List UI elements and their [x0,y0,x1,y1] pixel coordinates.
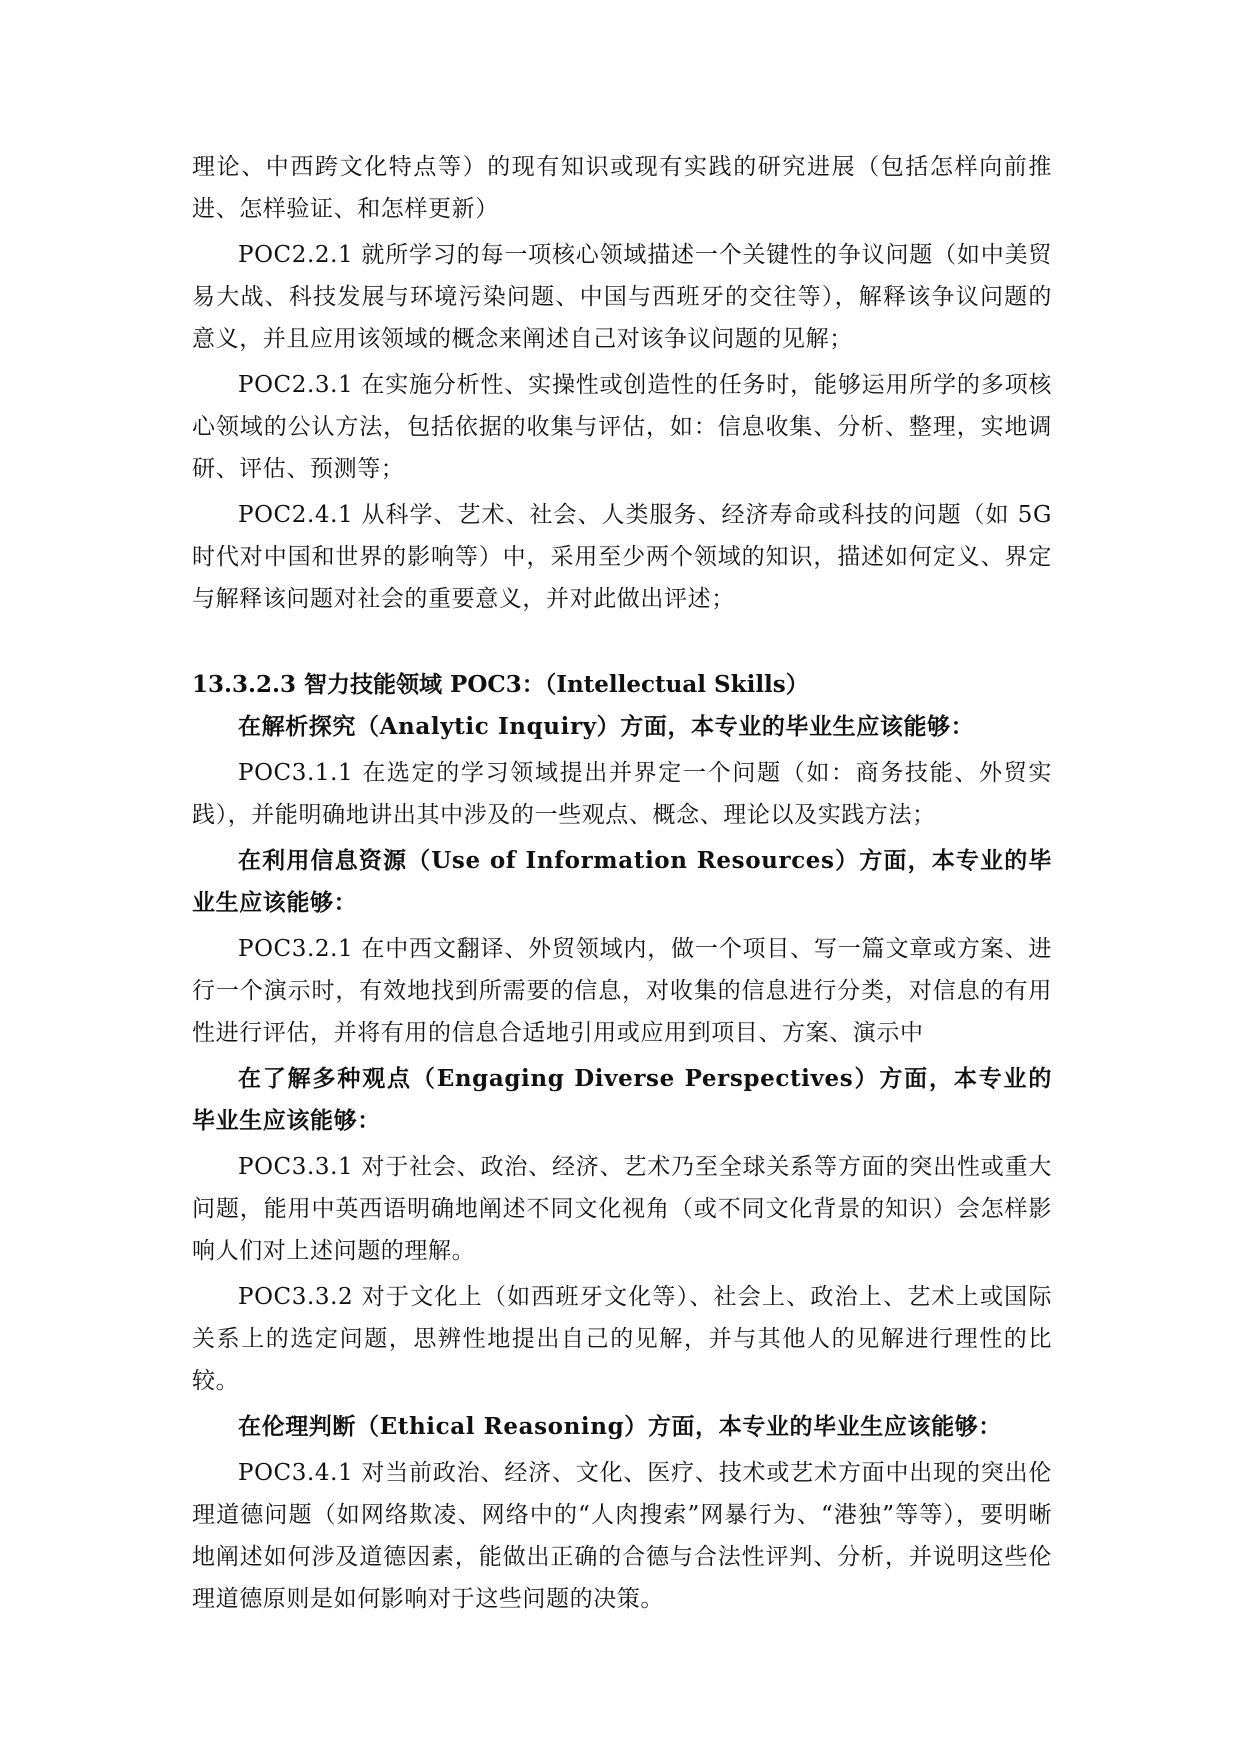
paragraph-poc3-2-1: POC3.2.1 在中西文翻译、外贸领域内，做一个项目、写一篇文章或方案、进行一个演示时，有效地找到所需要的信息，对收集的信息进行分类，对信息的有用性进行评估，并将有用的信息合适地引用或应用到项目、方案、演示中 [192,936,1052,1046]
paragraph-poc3-3-2: POC3.3.2 对于文化上（如西班牙文化等）、社会上、政治上、艺术上或国际关系上的选定问题，思辨性地提出自己的见解，并与其他人的见解进行理性的比较。 [192,1284,1052,1394]
subheading-analytic-inquiry: 在解析探究（Analytic Inquiry）方面，本专业的毕业生应该能够： [238,713,975,740]
subheading-information-resources: 在利用信息资源（Use of Information Resources）方面，本专业的毕业生应该能够： [192,847,1052,916]
document-page [192,146,1052,1624]
paragraph-poc3-4-1: POC3.4.1 对当前政治、经济、文化、医疗、技术或艺术方面中出现的突出伦理道德问题（如网络欺凌、网络中的“人肉搜索”网暴行为、“港独”等等），要明晰地阐述如何涉及道德因素，能做出正确的合德与合法性评判、分析，并说明这些伦理道德原则是如何影响对于这些问题的决策。 [192,1460,1052,1612]
subheading-diverse-perspectives: 在了解多种观点（Engaging Diverse Perspectives）方面，本专业的毕业生应该能够： [192,1065,1052,1134]
paragraph-poc2-2-1: POC2.2.1 就所学习的每一项核心领域描述一个关键性的争议问题（如中美贸易大战、科技发展与环境污染问题、中国与西班牙的交往等），解释该争议问题的意义，并且应用该领域的概念来阐述自己对该争议问题的见解； [192,242,1052,352]
paragraph-continuation: 理论、中西跨文化特点等）的现有知识或现有实践的研究进展（包括怎样向前推进、怎样验证、和怎样更新） [192,154,1052,222]
paragraph-poc3-1-1: POC3.1.1 在选定的学习领域提出并界定一个问题（如：商务技能、外贸实践），并能明确地讲出其中涉及的一些观点、概念、理论以及实践方法； [192,760,1052,828]
paragraph-poc2-3-1: POC2.3.1 在实施分析性、实操性或创造性的任务时，能够运用所学的多项核心领域的公认方法，包括依据的收集与评估，如：信息收集、分析、整理，实地调研、评估、预测等； [192,372,1052,482]
section-heading-intellectual-skills: 13.3.2.3 智力技能领域 POC3：（Intellectual Skills） [192,671,809,698]
paragraph-poc3-3-1: POC3.3.1 对于社会、政治、经济、艺术乃至全球关系等方面的突出性或重大问题，能用中英西语明确地阐述不同文化视角（或不同文化背景的知识）会怎样影响人们对上述问题的理解。 [192,1154,1052,1264]
subheading-ethical-reasoning: 在伦理判断（Ethical Reasoning）方面，本专业的毕业生应该能够： [238,1413,1002,1440]
paragraph-poc2-4-1: POC2.4.1 从科学、艺术、社会、人类服务、经济寿命或科技的问题（如 5G 时代对中国和世界的影响等）中，采用至少两个领域的知识，描述如何定义、界定与解释该问题对社会的重要意义，并对此做出评述； [192,502,1052,612]
